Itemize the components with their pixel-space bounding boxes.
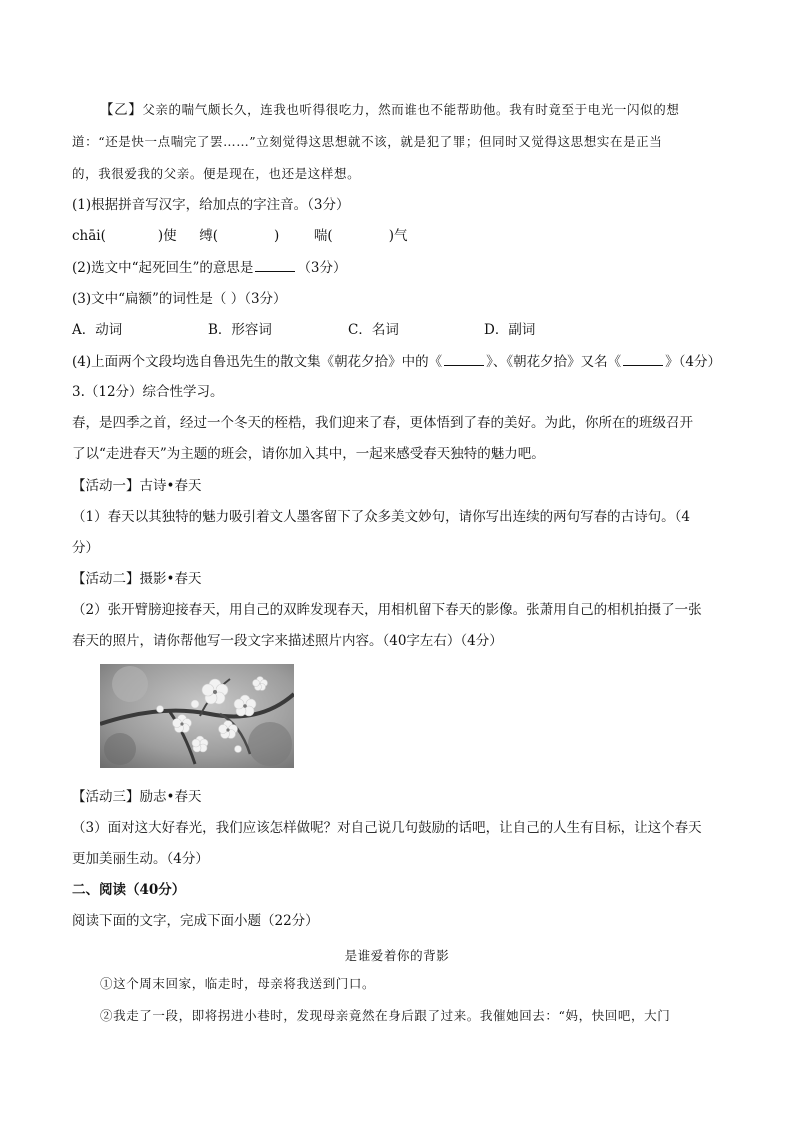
- story-paragraph-1: ①这个周末回家，临走时，母亲将我送到门口。: [100, 976, 376, 991]
- question-2: [72, 257, 724, 278]
- activity-1-title: 【活动一】古诗•春天: [72, 478, 202, 494]
- q1-item-2-end: ): [274, 228, 280, 244]
- part-2-heading: 二、阅读（40分）: [72, 882, 186, 898]
- q1-item-2: 缚(: [199, 228, 219, 244]
- q2-answer-blank[interactable]: [255, 257, 295, 272]
- q4-blank-2[interactable]: [623, 351, 663, 366]
- option-b: B．形容词: [208, 322, 272, 338]
- question-4: [72, 351, 724, 372]
- passage-b-label: 【乙】: [100, 102, 143, 118]
- activity-3-question-line-2: 更加美丽生动。（4分）: [72, 851, 209, 867]
- part-2-instruction: 阅读下面的文字，完成下面小题（22分）: [72, 913, 319, 929]
- question-3: (3)文中“扁额”的词性是（ ）（3分）: [72, 291, 287, 307]
- plum-blossom-photo: [100, 664, 294, 768]
- q1-item-3: 喘(: [313, 228, 333, 244]
- activity-2-question-line-1: （2）张开臂膀迎接春天，用自己的双眸发现春天，用相机留下春天的影像。张萧用自己的相机拍摄了一张: [72, 602, 702, 618]
- q1-item-1-end: )使: [157, 228, 177, 244]
- section-3-intro-2: 了以“走进春天”为主题的班会，请你加入其中，一起来感受春天独特的魅力吧。: [72, 446, 545, 462]
- q1-item-3-end: )气: [388, 228, 408, 244]
- section-3-heading: 3.（12分）综合性学习。: [72, 384, 224, 400]
- activity-3-title: 【活动三】励志•春天: [72, 789, 202, 805]
- option-d: D．副词: [484, 322, 536, 338]
- question-3-options: [72, 320, 724, 340]
- q4-part-3: 》（4分）: [665, 354, 721, 370]
- section-3-intro-1: 春，是四季之首，经过一个冬天的桎梏，我们迎来了春，更体悟到了春的美好。为此，你所在的班级召开: [72, 415, 693, 431]
- activity-1-question-line-2: 分）: [72, 540, 99, 556]
- story-paragraph-2: ②我走了一段，即将拐进小巷时，发现母亲竟然在身后跟了过来。我催她回去：“妈，快回吧，大门: [100, 1008, 671, 1023]
- activity-2-question-line-2: 春天的照片，请你帮他写一段文字来描述照片内容。（40字左右）（4分）: [72, 633, 503, 649]
- q4-blank-1[interactable]: [444, 351, 484, 366]
- question-1: (1)根据拼音写汉字，给加点的字注音。（3分）: [72, 197, 350, 213]
- option-a: A．动词: [72, 322, 123, 338]
- activity-1-question-line-1: （1）春天以其独特的魅力吸引着文人墨客留下了众多美文妙句，请你写出连续的两句写春的古诗句。（4: [72, 509, 690, 525]
- q2-text: (2)选文中“起死回生”的意思是: [72, 260, 254, 276]
- activity-2-title: 【活动二】摄影•春天: [72, 571, 202, 587]
- story-title: 是谁爱着你的背影: [344, 948, 450, 963]
- passage-b-text-1: 父亲的喘气颇长久，连我也听得很吃力，然而谁也不能帮助他。我有时竟至于电光一闪似的想: [142, 102, 680, 117]
- q2-points: （3分）: [297, 260, 347, 276]
- passage-b-line-1: [100, 100, 724, 120]
- q4-part-1: (4)上面两个文段均选自鲁迅先生的散文集《朝花夕拾》中的《: [72, 354, 443, 370]
- option-c: C．名词: [348, 322, 399, 338]
- passage-b-line-2: 道：“还是快一点喘完了罢……”立刻觉得这思想就不该，就是犯了罪；但同时又觉得这思想实在是正当: [72, 134, 663, 149]
- q4-part-2: 》、《朝花夕拾》又名《: [486, 354, 622, 370]
- question-1-items: [72, 226, 724, 246]
- passage-b-line-3: 的，我很爱我的父亲。便是现在，也还是这样想。: [72, 166, 361, 181]
- q1-item-1: chāi(: [72, 228, 106, 244]
- activity-3-question-line-1: （3）面对这大好春光，我们应该怎样做呢？对自己说几句鼓励的话吧，让自己的人生有目标，让这个春天: [72, 820, 702, 836]
